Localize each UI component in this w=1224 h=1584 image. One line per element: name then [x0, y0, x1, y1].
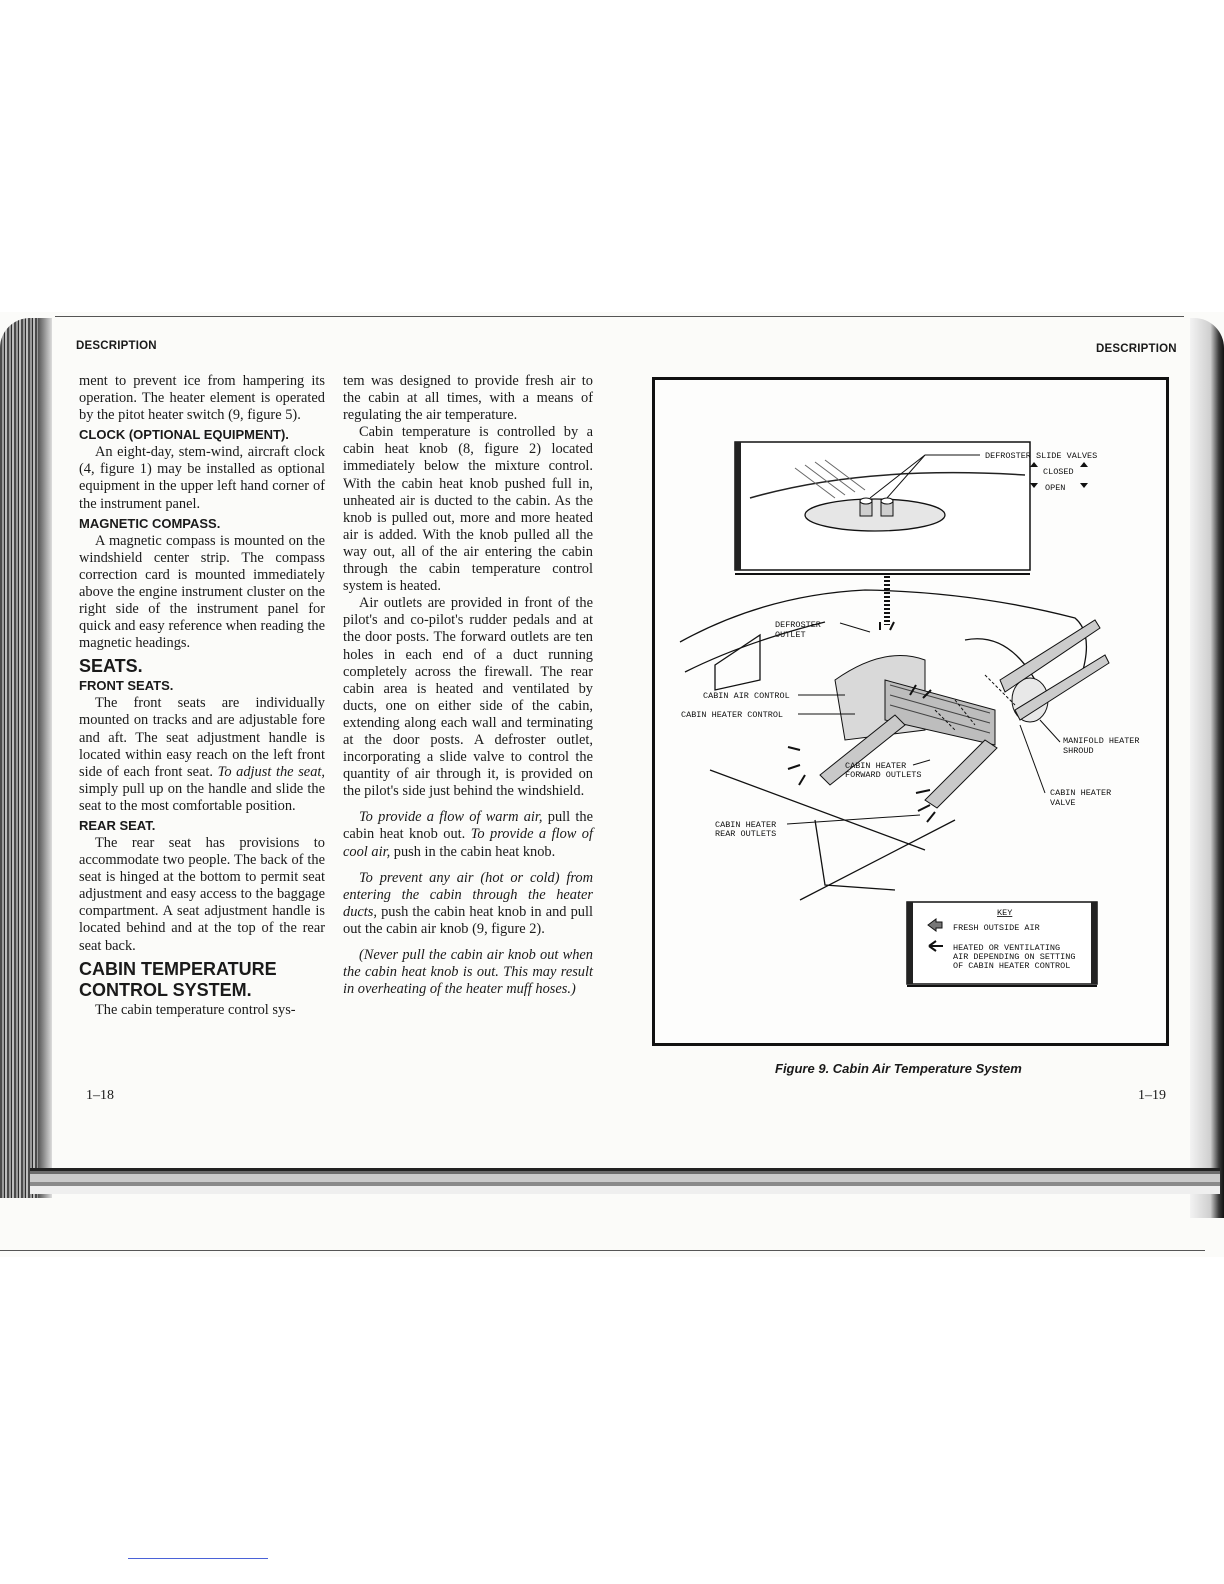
- key-title: KEY: [997, 908, 1013, 918]
- label-open: OPEN: [1045, 483, 1066, 493]
- label-rear-outlets-1: CABIN HEATER: [715, 820, 777, 830]
- label-manifold-heater-2: SHROUD: [1063, 746, 1094, 756]
- prevent-air-text: push the cabin heat knob in and pull out the cabin air knob (9, figure 2).: [343, 903, 593, 937]
- paragraph-cabin-temperature-start: The cabin temperature control sys-: [95, 1001, 296, 1018]
- heading-front-seats: FRONT SEATS.: [79, 678, 174, 694]
- top-edge-rule: [55, 316, 1184, 317]
- leader-heater-valve: [1020, 725, 1045, 793]
- paragraph-warm-cool-air: [343, 809, 593, 860]
- label-defroster-outlet-1: DEFROSTER: [775, 620, 821, 630]
- paragraph-air-outlets: Air outlets are provided in front of the pilot's and co-pilot's rudder pedals and at the door posts. The forward outlets are ten holes in each end of a duct running completely across the firewall. The rear cabin area is heated and ventilated by ducts, one on either side of the cabin, extending along each wall and terminating at the door posts. A defroster outlet, incorporating a slide valve to control the quantity of air through it, is provided on the pilot's side just behind the windshield.: [343, 595, 593, 800]
- paragraph-pitot-heater: ment to prevent ice from hampering its operation. The heater element is operated by the pitot heater switch (9, figure 5).: [79, 373, 325, 424]
- heading-seats: SEATS.: [79, 656, 143, 677]
- paragraph-fresh-air: tem was designed to provide fresh air to the cabin at all times, with a means of regulating the air temperature.: [343, 373, 593, 424]
- page-edge-right: [1190, 318, 1224, 1218]
- label-heater-valve-1: CABIN HEATER: [1050, 788, 1112, 798]
- label-forward-outlets-1: CABIN HEATER: [845, 761, 907, 771]
- bottom-edge-rule: [0, 1250, 1205, 1251]
- label-defroster-outlet-2: OUTLET: [775, 630, 806, 640]
- cool-air-emphasis: To provide a flow of cool air,: [343, 826, 594, 860]
- paragraph-cabin-heat-knob: Cabin temperature is controlled by a cabin heat knob (8, figure 2) located immediately below the mixture control. With the cabin heat knob pushed full in, unheated air is ducted to the cabin. As the knob is pulled out, more and more heated air is added. With the knob pulled all the way out, all of the air entering the cabin through the cabin temperature control system is heated.: [343, 424, 593, 595]
- binding-edge-bottom: [30, 1168, 1220, 1194]
- left-column-1: [79, 373, 325, 1019]
- left-column-2: [343, 373, 593, 998]
- leader-manifold-heater: [1040, 720, 1060, 742]
- heading-clock: CLOCK (OPTIONAL EQUIPMENT).: [79, 427, 289, 443]
- label-closed: CLOSED: [1043, 467, 1074, 477]
- paragraph-front-seats: [79, 695, 325, 815]
- paragraph-compass: A magnetic compass is mounted on the windshield center strip. The compass correction card is mounted immediately above the engine instrument cluster on the right side of the instrument panel for quick and easy reference when reading the magnetic headings.: [79, 532, 325, 652]
- label-forward-outlets-2: FORWARD OUTLETS: [845, 770, 922, 780]
- warm-air-text: pull the cabin heat knob out.: [343, 809, 593, 843]
- heading-cabin-temperature: CABIN TEMPERATURE CONTROL SYSTEM.: [79, 958, 277, 1000]
- paragraph-rear-seat: The rear seat has provisions to accommodate two people. The back of the seat is hinged at the bottom to permit seat adjustment and easy access to the baggage compartment. A seat adjustment handle is located behind and at the top of the rear seat back.: [79, 834, 325, 954]
- figure-caption: Figure 9. Cabin Air Temperature System: [775, 1061, 1022, 1076]
- blue-underline: [128, 1558, 268, 1559]
- key-heated-2: AIR DEPENDING ON SETTING: [953, 952, 1076, 962]
- heading-rear-seat: REAR SEAT.: [79, 817, 156, 833]
- label-heater-valve-2: VALVE: [1050, 798, 1076, 808]
- left-page-number: 1–18: [86, 1088, 114, 1103]
- right-page-header: DESCRIPTION: [1096, 343, 1177, 355]
- cabin-outline: [680, 590, 1086, 900]
- label-defroster-slide-valves: DEFROSTER SLIDE VALVES: [985, 451, 1098, 461]
- defroster-inset: [735, 442, 1030, 574]
- front-seats-emphasis: To adjust the seat,: [217, 763, 325, 780]
- label-cabin-air-control: CABIN AIR CONTROL: [703, 691, 790, 701]
- front-seats-text-a: The front seats are individually mounted on tracks and are adjustable fore and aft. The seat adjustment handle is located within easy reach on the left front side of each front seat.: [79, 695, 325, 780]
- label-manifold-heater-1: MANIFOLD HEATER: [1063, 736, 1140, 746]
- right-page-number: 1–19: [1138, 1088, 1166, 1103]
- prevent-air-emphasis: To prevent any air (hot or cold) from entering the cabin through the heater ducts,: [343, 869, 593, 920]
- front-seats-text-b: simply pull up on the handle and slide the seat to the most comfortable position.: [79, 780, 325, 814]
- key-heated-1: HEATED OR VENTILATING: [953, 943, 1061, 953]
- leader-defroster-outlet: [840, 623, 870, 632]
- paragraph-caution: (Never pull the cabin air knob out when the cabin heat knob is out. This may result in overheating of the heater muff hoses.): [343, 947, 593, 998]
- figure-9-frame: [652, 377, 1169, 1046]
- paragraph-clock: An eight-day, stem-wind, aircraft clock (4, figure 1) may be installed as optional equipment in the upper left hand corner of the instrument panel.: [79, 444, 325, 512]
- cool-air-text: push in the cabin heat knob.: [390, 843, 556, 860]
- heading-magnetic-compass: MAGNETIC COMPASS.: [79, 515, 221, 531]
- paragraph-prevent-air: [343, 870, 593, 938]
- label-rear-outlets-2: REAR OUTLETS: [715, 829, 777, 839]
- cabin-air-diagram: [655, 380, 1166, 1043]
- key-fresh-air: FRESH OUTSIDE AIR: [953, 923, 1040, 933]
- key-heated-3: OF CABIN HEATER CONTROL: [953, 961, 1071, 971]
- leader-rear-outlets: [787, 815, 920, 824]
- left-page-header: DESCRIPTION: [76, 340, 157, 352]
- page-edge-left: [0, 318, 52, 1198]
- warm-air-emphasis: To provide a flow of warm air,: [359, 809, 543, 826]
- label-cabin-heater-control: CABIN HEATER CONTROL: [681, 710, 784, 720]
- leader-forward-outlets: [913, 760, 930, 765]
